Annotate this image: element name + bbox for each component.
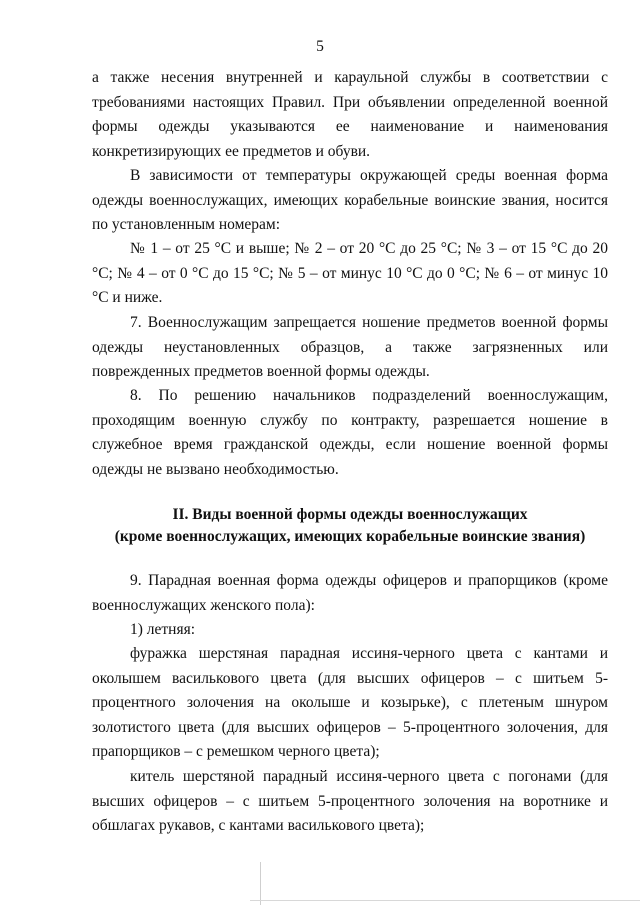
scan-artifact-line <box>250 900 640 901</box>
paragraph-temperature: В зависимости от температуры окружающей среды военная форма одежды военнослужащих, имеющих корабельные воинские звания, носится по установленным номерам: <box>92 167 608 233</box>
paragraph-7: 7. Военнослужащим запрещается ношение предметов военной формы одежды неустановленных образцов, а также загрязненных или поврежденных предметов военной формы одежды. <box>92 314 608 380</box>
scan-artifact-line <box>260 862 261 905</box>
paragraph-numbers: № 1 – от 25 °С и выше; № 2 – от 20 °С до 25 °С; № 3 – от 15 °С до 20 °С; № 4 – от 0 °С до 15 °С; № 5 – от минус 10 °С до 0 °С; № 6 – от минус 10 °С и ниже. <box>92 240 608 306</box>
paragraph-summer: 1) летняя: <box>130 621 196 638</box>
paragraph-tunic: китель шерстяной парадный иссиня-черного цвета с погонами (для высших офицеров – с шитьем 5-процентного золочения на воротнике и обшлагах рукавов, с кантами василькового цвета); <box>92 768 608 834</box>
section-heading-line2: (кроме военнослужащих, имеющих корабельные воинские звания) <box>114 528 586 545</box>
section-heading-line1: II. Виды военной формы одежды военнослужащих <box>172 506 528 523</box>
paragraph-8: 8. По решению начальников подразделений военнослужащим, проходящим военную службу по контракту, разрешается ношение в служебное время гражданской одежды, если ношение военной формы одежды не вызвано необходимостью. <box>92 387 608 478</box>
paragraph-cap: фуражка шерстяная парадная иссиня-черного цвета с кантами и околышем василькового цвета (для высших офицеров – с шитьем 5-процентного золочения на околыше и козырьке), с плетеным шнуром золотистого цвета (для высших офицеров – 5-процентного золочения, для прапорщиков – с ремешком черного цвета); <box>92 645 608 760</box>
paragraph-continuation: а также несения внутренней и караульной службы в соответствии с требованиями настоящих Правил. При объявлении определенной военной формы одежды указываются ее наименование и наименования конкретизирующих ее предметов и обуви. <box>92 69 608 160</box>
page-number: 5 <box>316 38 324 55</box>
paragraph-9: 9. Парадная военная форма одежды офицеров и прапорщиков (кроме военнослужащих женского пола): <box>92 572 608 614</box>
